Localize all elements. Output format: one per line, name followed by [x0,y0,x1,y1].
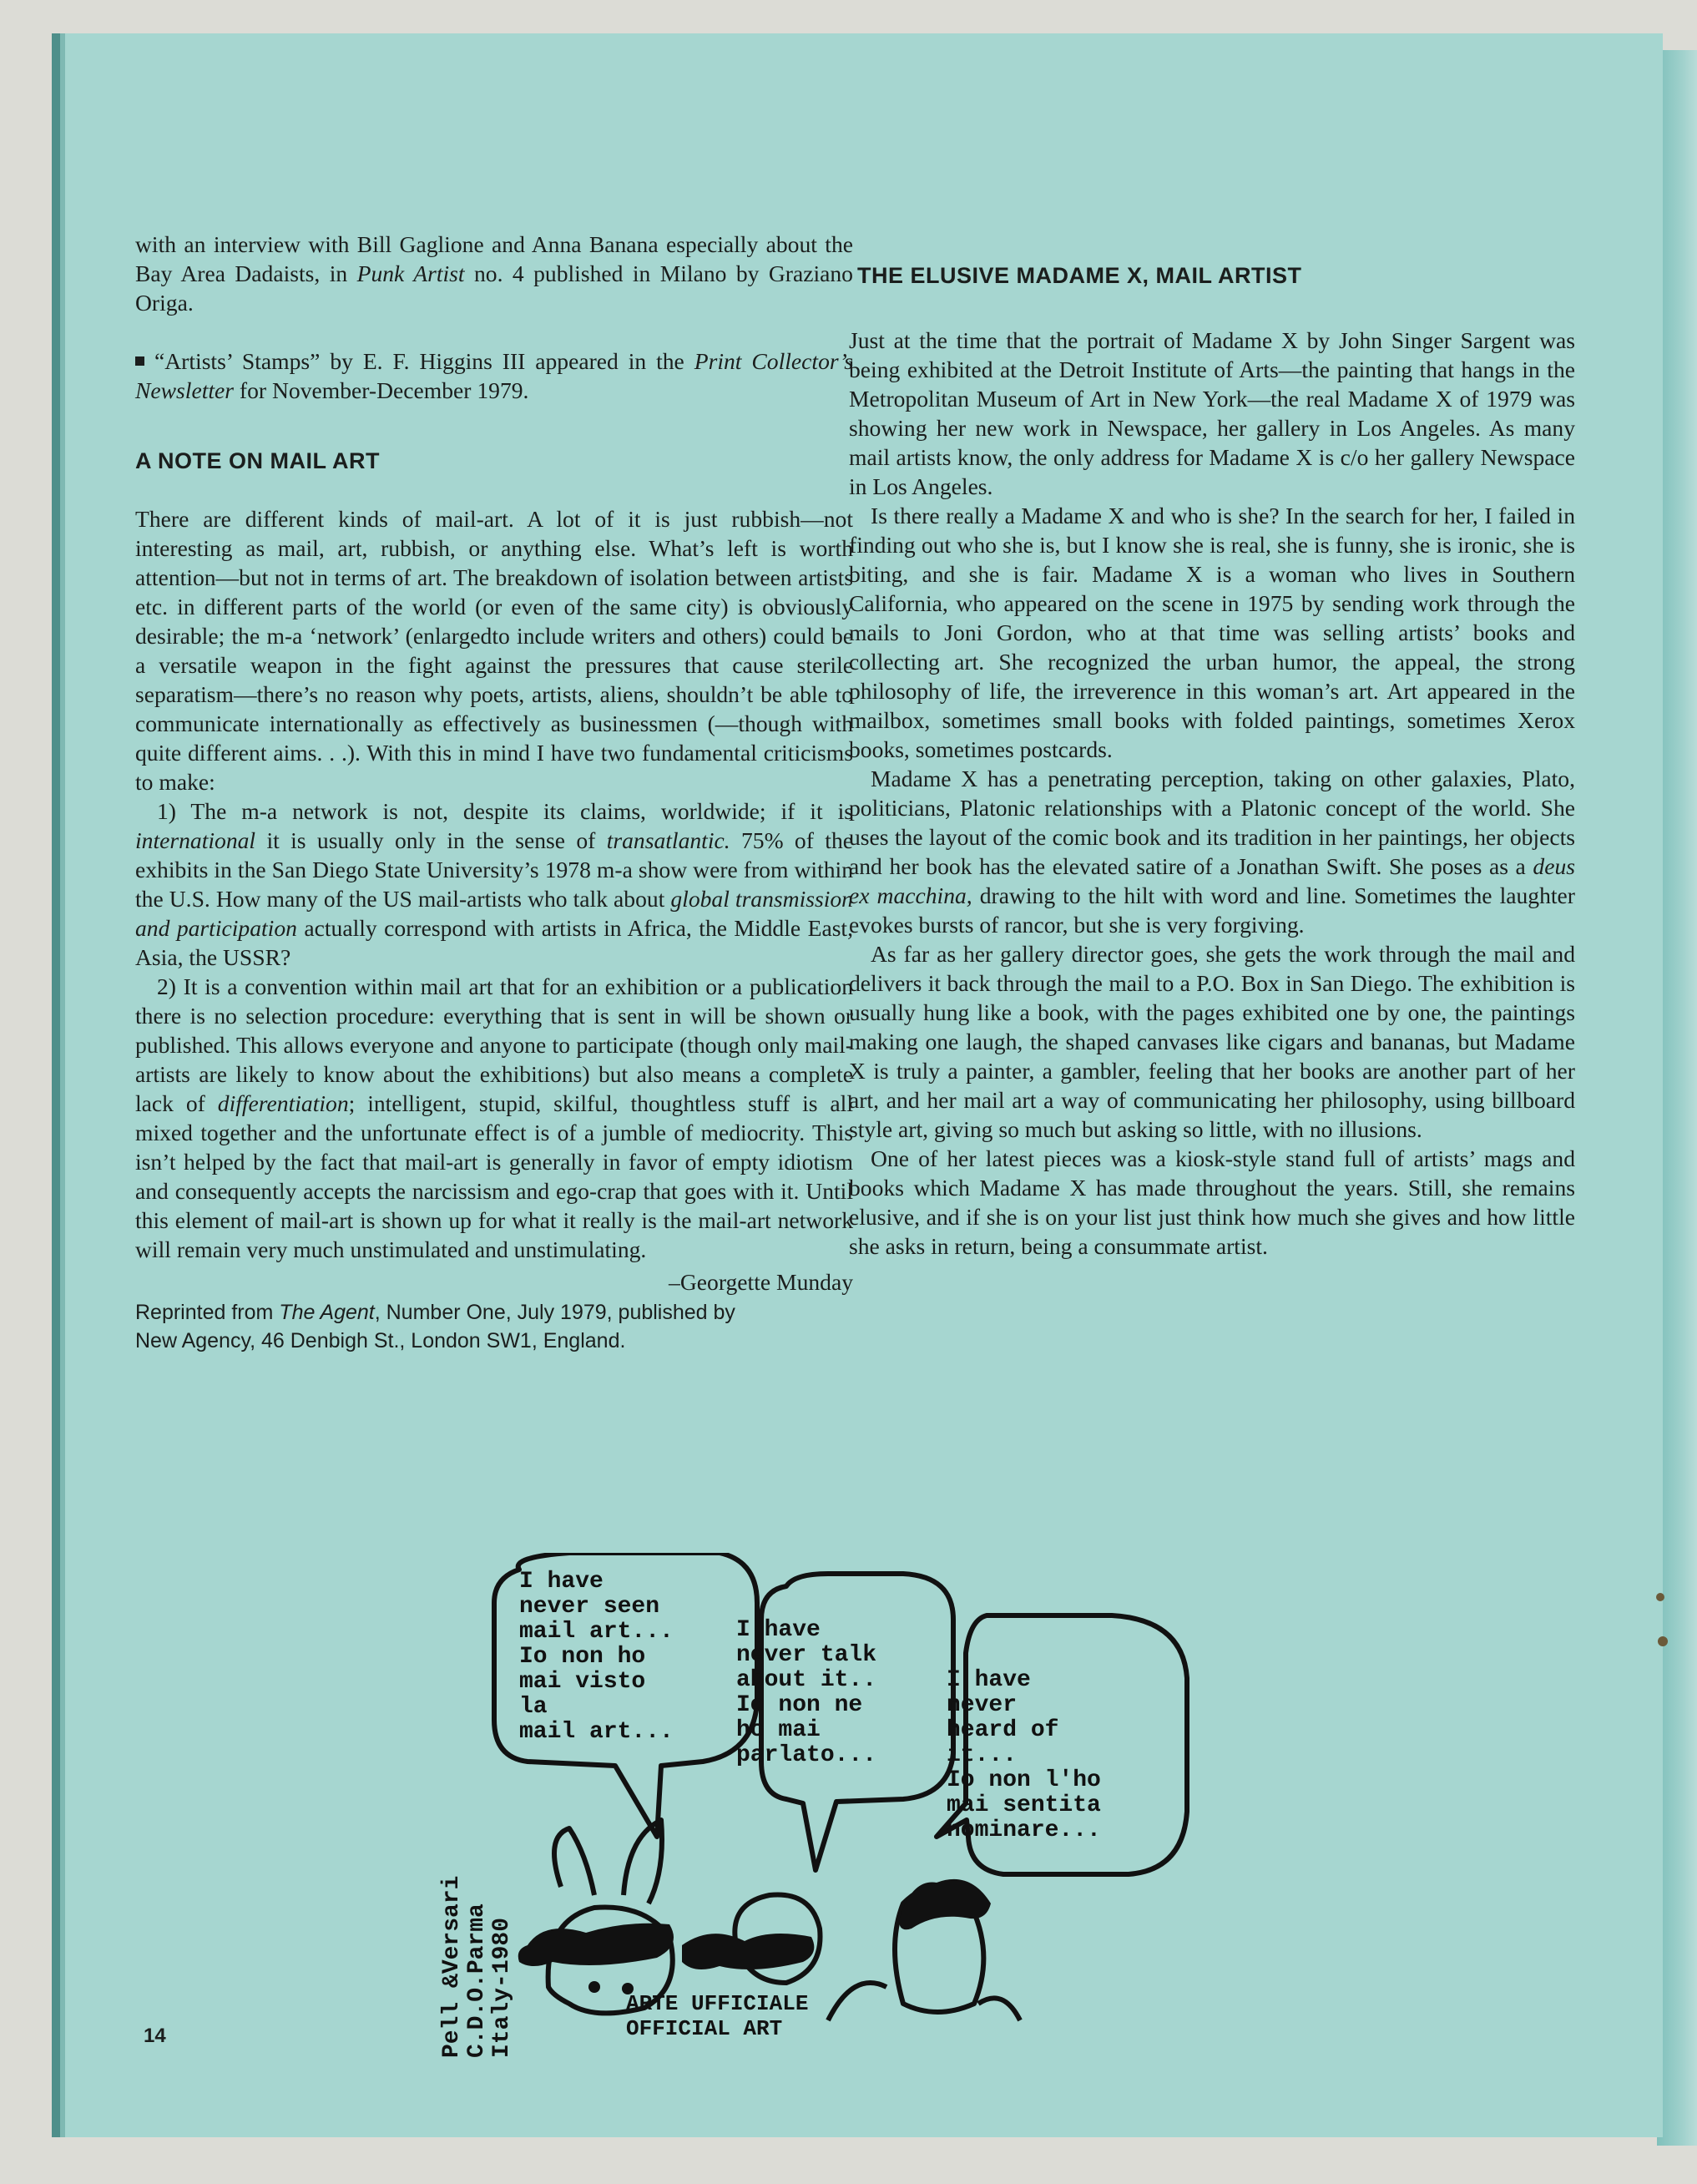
round-character-mask [682,1934,814,1969]
bullet-icon [135,356,144,366]
rabbit-character [548,1820,673,2013]
paper-speck [1656,1593,1664,1601]
right-column [849,326,1575,1261]
text-run: no. 4 published in Milano by Graziano Origa. [135,260,853,316]
stamp-line-english: OFFICIAL ART [626,2016,783,2041]
madame-x-paragraph-5 [849,1144,1575,1261]
text-run: “Artists’ Stamps” by E. F. Higgins III appeared in the [154,348,694,374]
text-run: 2) It is a convention within mail art that for an exhibition or a publication there is no selection procedure: everything that is sent in will be shown or published. This allows everyone and anyone to participate (though only mail-artists are likely to know about the exhibitions) but also means a complete lack of [135,973,853,1116]
magazine-page [52,33,1663,2137]
reprint-credit [135,1298,770,1355]
text-run: actually correspond with artists in Africa, the Middle East, Asia, the USSR? [135,915,853,970]
rabbit-eye-left [588,1981,600,1993]
text-run: ; intelligent, stupid, skilful, thoughtless stuff is all mixed together and the unfortunate effect is of a jumble of mediocrity. This isn’t helped by the fact that mail-art is generally in favor of empty idiotism and consequently accepts the narcissism and ego-crap that goes with it. Until this element of mail-art is shown up for what it really is the mail-art network will remain very much unstimulated and unstimulating. [135,1090,853,1262]
intro-paragraph [135,230,853,317]
madame-x-heading: THE ELUSIVE MADAME X, MAIL ARTIST [857,263,1302,288]
italic-text: The Agent [279,1301,375,1324]
artist-credit-vertical [440,1876,515,2058]
madame-x-paragraph-2 [849,501,1575,764]
madame-x-paragraph-3 [849,764,1575,939]
official-art-stamp [626,1991,808,2041]
italic-text: global transmission and participation [135,886,853,941]
text-run: Madame X has a penetrating perception, taking on other galaxies, Plato, politicians, Platonic relationships with a Platonic concept of the world. She uses the layout of the comic book and its tradition in her paintings, her objects and her book has the elevated satire of a Jonathan Swift. She poses as a [849,766,1575,879]
text-run: Just at the time that the portrait of Madame X by John Singer Sargent was being exhibited at the Detroit Institute of Arts—the painting that hangs in the Metropolitan Museum of Art in New York—the real Madame X of 1979 was showing her new work in Newspace, her gallery in Los Angeles. As many mail artists know, the only address for Madame X is c/o her gallery Newspace in Los Angeles. [849,327,1575,499]
text-run: with an interview with Bill Gaglione and Anna Banana especially about the Bay Area Dadaists, in [135,231,853,286]
text-run: Is there really a Madame X and who is she? In the search for her, I failed in finding out who she is, but I know she is real, she is funny, she is ironic, she is biting, and she is fair. Madame X is a woman who lives in Southern California, who appeared on the scene in 1975 by sending work through the mails to Joni Gordon, who at that time was selling artists’ books and collecting art. She recognized the urban humor, the appeal, the strong philosophy of life, the irreverence in this woman’s art. Art appeared in the mailbox, sometimes small books with folded paintings, sometimes Xerox books, sometimes postcards. [849,503,1575,762]
madame-x-paragraph-4 [849,939,1575,1144]
left-column [135,230,853,1355]
artist-credit-line-3: Italy-1980 [489,1917,515,2058]
artist-credit-line-2: C.D.O.Parma [464,1903,490,2058]
text-run: it is usually only in the sense of [255,827,607,853]
page-number: 14 [144,2025,166,2047]
text-run: , Number One, July 1979, published by New Agency, 46 Denbigh St., London SW1, England. [135,1301,735,1352]
italic-text: deus ex macchina, [849,853,1575,908]
artist-credit-line-1: Pell &Versari [439,1875,465,2058]
author-signature: –Georgette Munday [669,1269,853,1295]
text-run: Reprinted from [135,1301,280,1324]
text-run: There are different kinds of mail-art. A lot of it is just rubbish—not interesting as mail, art, rubbish, or anything else. What’s left is worth attention—but not in terms of art. The breakdown of isolation between artists etc. in different parts of the world (or even of the same city) is obviously desirable; the m-a ‘network’ (enlargedto include writers and others) could be a versatile weapon in the fight against the pressures that cause sterile separatism—there’s no reason why poets, artists, aliens, shouldn’t be able to communicate internationally as effectively as businessmen (—though with quite different aims. . .). With this in mind I have two fundamental criticisms to make: [135,506,853,795]
madame-x-paragraph-1 [849,326,1575,501]
bubble-1-text: I have never seen mail art... Io non ho mai visto la mail art... [519,1569,674,1745]
facing-page-edge [1657,50,1697,2146]
italic-text: differentiation [217,1090,349,1116]
italic-text: Punk Artist [356,260,465,286]
text-run: 75% of the exhibits in the San Diego State University’s 1978 m-a show were from within the U.S. How many of the US mail-artists who talk about [135,827,853,912]
stamps-note [135,346,853,405]
text-run: drawing to the hilt with word and line. Sometimes the laughter evokes bursts of rancor, but she is very forgiving. [849,882,1575,938]
paper-speck [1658,1636,1668,1646]
mail-art-paragraph-3 [135,972,853,1264]
bubble-3-text: I have never heard of it... Io non l'ho mai sentita nominare... [947,1667,1101,1843]
italic-text: international [135,827,256,853]
italic-text: transatlantic. [606,827,730,853]
text-run: One of her latest pieces was a kiosk-style stand full of artists’ mags and books which Madame X has made throughout the years. Still, she remains elusive, and if she is on your list just think how much she gives and how little she asks in return, being a consummate artist. [849,1145,1575,1259]
mail-art-paragraph-1 [135,504,853,796]
text-run: 1) The m-a network is not, despite its claims, worldwide; if it is [157,798,853,824]
text-run: for November-December 1979. [234,377,529,403]
text-run: As far as her gallery director goes, she gets the work through the mail and delivers it back through the mail to a P.O. Box in San Diego. The exhibition is usually hung like a book, with the pages exhibited one by one, the paintings making one laugh, the shaped canvases like cigars and bananas, but Madame X is truly a painter, a gambler, feeling that her books are another part of her art, and her mail art a way of communicating her philosophy, using billboard style art, giving so much but asking so little, with no illusions. [849,941,1575,1142]
mail-art-paragraph-2 [135,796,853,972]
mail-art-note-heading: A NOTE ON MAIL ART [135,448,380,473]
stamp-line-italian: ARTE UFFICIALE [626,1991,809,2016]
italic-text: Print Collector’s Newsletter [135,348,853,403]
rabbit-mask [518,1924,674,1966]
bubble-2-text: I have never talk about it.. Io non ne ho mai parlato... [736,1617,877,1768]
